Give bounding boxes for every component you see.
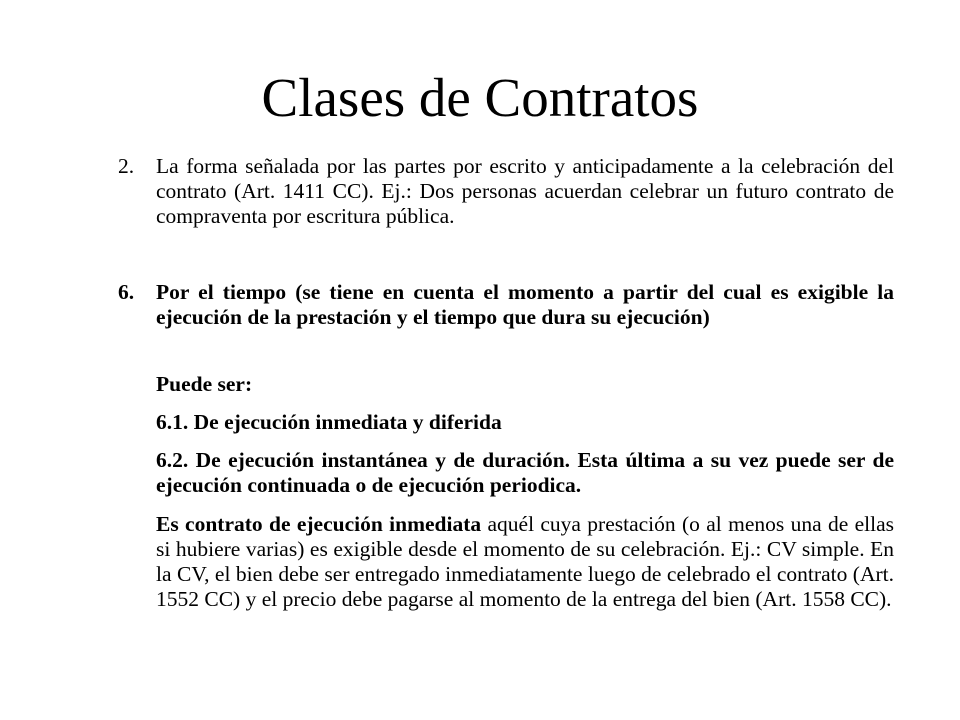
definition-paragraph bbox=[156, 512, 894, 612]
item-number: 2. bbox=[118, 154, 135, 178]
subitem-6-2: 6.2. De ejecución instantánea y de duración. Esta última a su vez puede ser de ejecución continuada o de ejecución periodica. bbox=[156, 448, 894, 497]
item-6-heading: Por el tiempo (se tiene en cuenta el momento a partir del cual es exigible la ejecución de la prestación y el tiempo que dura su ejecución) bbox=[156, 280, 894, 329]
puede-ser-label: Puede ser: bbox=[156, 372, 253, 396]
slide-title: Clases de Contratos bbox=[261, 67, 699, 128]
item-content bbox=[156, 154, 894, 229]
definition-term: Es contrato de ejecución inmediata bbox=[156, 512, 482, 536]
item-2-text: La forma señalada por las partes por escrito y anticipadamente a la celebración del contrato (Art. 1411 CC). Ej.: Dos personas acuerdan celebrar un futuro contrato de compraventa por escritura pública. bbox=[156, 154, 894, 228]
definition-text: aquél cuya prestación (o al menos una de ellas si hubiere varias) es exigible desde el momento de su celebración. Ej.: CV simple. En la CV, el bien debe ser entregado inmediatamente luego de celebrado el contrato (Art. 1552 CC) y el precio debe pagarse al momento de la entrega del bien (Art. 1558 CC). bbox=[156, 512, 895, 611]
subitem-6-1: 6.1. De ejecución inmediata y diferida bbox=[156, 410, 502, 434]
item-number: 6. bbox=[118, 280, 135, 304]
